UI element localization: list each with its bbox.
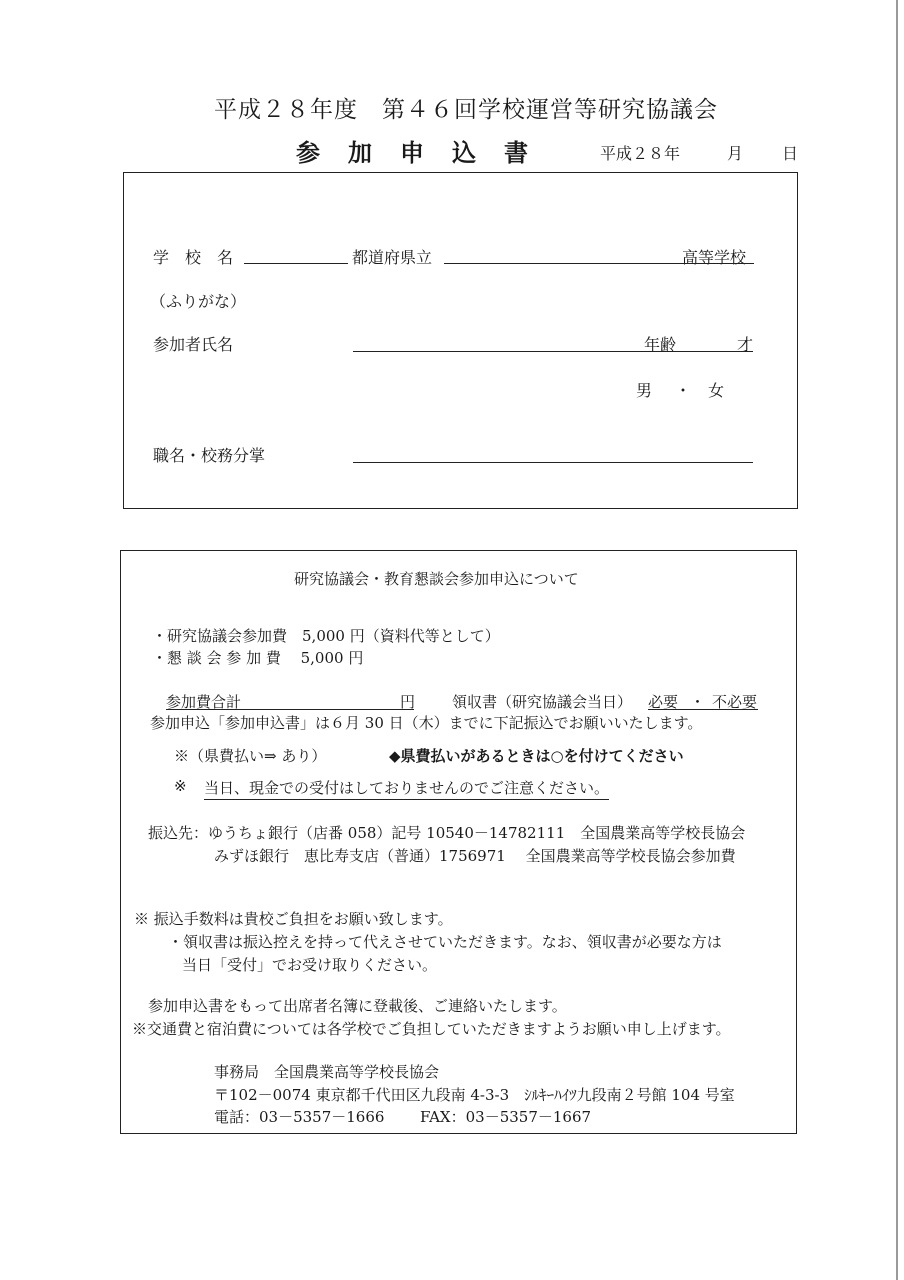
document-title: 平成２８年度 第４６回学校運営等研究協議会	[214, 97, 718, 123]
school-name-line-1	[244, 263, 348, 264]
receipt-note-1: ・領収書は振込控えを持って代えさせていただきます。なお、領収書が必要な方は	[168, 933, 722, 951]
age-unit: 才	[737, 335, 754, 354]
document-subtitle: 参加申込書	[296, 138, 556, 167]
office-tel: 電話：03－5357－1666	[214, 1108, 385, 1126]
cash-warning: 当日、現金での受付はしておりませんのでご注意ください。	[204, 777, 609, 800]
fee-conference: ・研究協議会参加費 5,000 円（資料代等として）	[152, 627, 500, 645]
gender-male: 男	[636, 381, 653, 400]
total-fee-line	[166, 709, 414, 710]
fee-social: ・懇 談 会 参 加 費 5,000 円	[152, 649, 364, 667]
date-day: 日	[782, 144, 799, 163]
cash-mark: ※	[174, 777, 187, 795]
prefecture-payment: ※（県費払い⇒ あり）	[174, 747, 327, 765]
gender-female: 女	[708, 381, 725, 400]
receipt-note-2: 当日「受付」でお受け取りください。	[182, 956, 438, 974]
participant-name-line	[353, 351, 753, 352]
school-suffix: 高等学校	[682, 248, 747, 267]
travel-cost-note: ※交通費と宿泊費については各学校でご負担していただきますようお願い申し上げます。	[132, 1020, 731, 1038]
date-era: 平成２８年	[600, 144, 681, 163]
position-line	[353, 462, 753, 463]
bank-mizuho: みずほ銀行 恵比寿支店（普通）1756971 全国農業高等学校長協会参加費	[214, 847, 736, 865]
receipt-need: 必要	[648, 693, 679, 711]
total-fee-unit: 円	[400, 693, 416, 711]
receipt-underline	[648, 709, 758, 710]
receipt-separator: ・	[690, 693, 706, 711]
office-name: 事務局 全国農業高等学校長協会	[214, 1063, 440, 1081]
notice-heading: 研究協議会・教育懇談会参加申込について	[294, 570, 579, 588]
position-label: 職名・校務分掌	[153, 446, 266, 465]
bank-yucho: 振込先：ゆうちょ銀行（店番 058）記号 10540－14782111 全国農業高等学校長協会	[148, 824, 746, 842]
deadline-note: 参加申込「参加申込書」は６月 30 日（木）までに下記振込でお願いいたします。	[150, 714, 703, 732]
fee-burden-note: ※ 振込手数料は貴校ご負担をお願い致します。	[134, 910, 453, 928]
prefecture-suffix: 都道府県立	[352, 248, 433, 267]
school-suffix-underline	[680, 263, 754, 264]
office-fax: FAX：03－5357－1667	[420, 1108, 592, 1126]
age-label: 年齢	[644, 335, 677, 354]
office-address: 〒102－0074 東京都千代田区九段南 4-3-3 ｼﾙｷｰﾊｲﾂ九段南２号館 104 号室	[214, 1086, 735, 1104]
furigana-label: （ふりがな）	[150, 292, 247, 311]
prefecture-payment-note: ◆県費払いがあるときは○を付けてください	[389, 747, 684, 765]
school-name-line-2	[444, 263, 680, 264]
school-name-label: 学 校 名	[153, 248, 234, 267]
page-edge-line	[896, 0, 898, 1280]
date-month: 月	[727, 144, 744, 163]
total-fee-label: 参加費合計	[166, 693, 242, 711]
receipt-label: 領収書（研究協議会当日）	[452, 693, 633, 711]
participant-name-label: 参加者氏名	[153, 335, 234, 354]
contact-note: 参加申込書をもって出席者名簿に登載後、ご連絡いたします。	[148, 997, 567, 1015]
gender-separator: ・	[675, 381, 692, 400]
receipt-noneed: 不必要	[712, 693, 758, 711]
